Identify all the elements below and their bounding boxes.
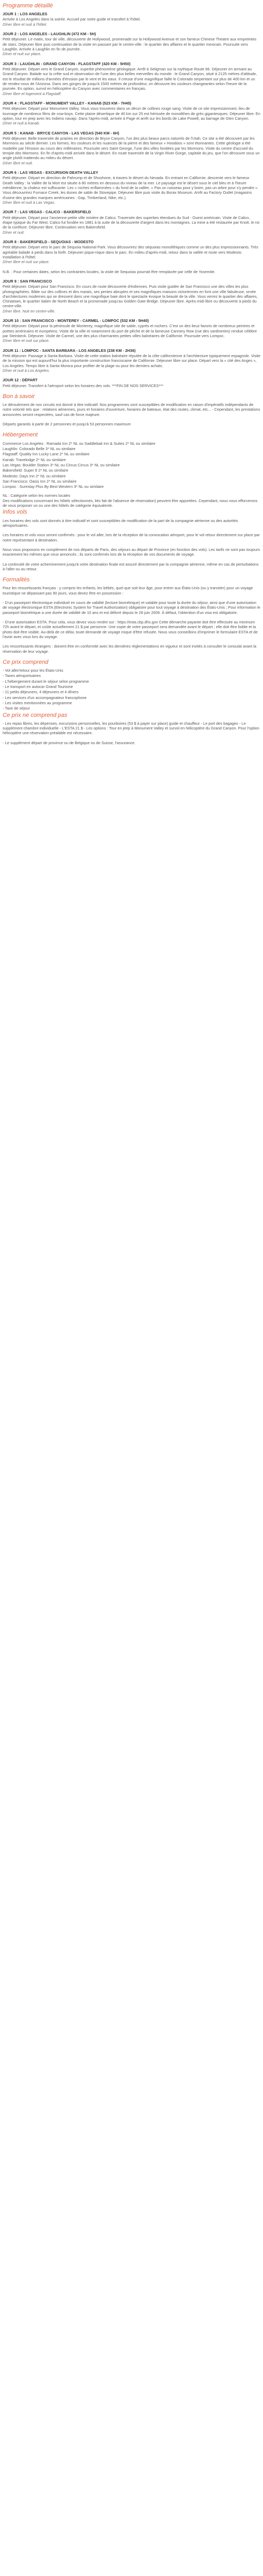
flights-paragraph: La continuité de votre acheminement jusqu'à votre destination finale est assuré directement par la compagnie aérienne, même en cas de perturbations à l'aller ou au retour. (3, 561, 259, 571)
hotel-item: Bakersfield: Super 8 2* NL ou similaire (3, 468, 68, 473)
day-entry (3, 32, 260, 57)
itinerary-page (0, 0, 263, 754)
welcome-heading: Bon à savoir (3, 393, 35, 400)
day-description: Petit déjeuner. Départ pour San Francisco. En cours de route découverte d'éoliennes. Puis visite guidée de San Francisco une des villes les plus photographiées. Bâtie sur des collines et des marais, ses pentes abruptes et ses magnifiques maisons victoriennes en font une ville fabuleuse, ornée d'architectures modernes qui se dressent dans une magnifique baie dont le spectacle évoque la beauté de la ville. Vous verrez le quartier des affaires, Chinatown, le quartier italien de North Beach et la promenade jusqu'au Golden Gate Bridge. Déjeuner libre. Après-midi libre ou découverte à pieds du centre-ville. (3, 284, 258, 309)
day-entry (3, 348, 260, 373)
day-title: JOUR 9 : SAN FRANCISCO (3, 278, 52, 284)
day-description: N.B. : Pour certaines dates, selon les contraintes locales, la visite de Sequoias pourrait être remplacée par celle de Yosemite. (3, 269, 216, 274)
includes-item: - Taxes aéroportuaires (3, 673, 41, 679)
hotels-section (3, 431, 260, 508)
day-entry (3, 210, 260, 235)
day-title: JOUR 2 : LOS ANGELES - LAUGHLIN (472 KM - 5H) (3, 32, 96, 37)
excludes-paragraph: - Les repas libres, les dépenses, excursions personnelles, les pourboires (53 $ à payer sur place) guide et chauffeur - Le port des bagages - Le supplément chambre individuelle - L'ESTA 21 $ - Les options : Tour en jeep à Monument Valley et survol en hélicoptère du Grand Canyon. Pour l'option hélicoptère une réservation préalable est nécessaire. (3, 721, 259, 736)
day-title: JOUR 5 : KANAB - BRYCE CANYON - LAS VEGAS (540 KM - 6H) (3, 130, 119, 135)
program-heading: Programme détaillé (3, 3, 53, 9)
day-description: Arrivée à Los Angeles dans la soirée. Accueil par notre guide et transfert à l'hôtel. (3, 17, 141, 22)
day-description: Petit déjeuner. Transfert à l'aéroport selon les horaires des vols. ***FIN DE NOS SERVICES*** (3, 383, 164, 388)
hotel-item: Kanab: Travelodge 2* NL ou similaire (3, 457, 66, 462)
day-entry (3, 279, 260, 314)
day-title: JOUR 7 : LAS VEGAS - CALICO - BAKERSFIELD (3, 210, 91, 215)
hotel-item: San Francisco: Oasis Inn 2* NL ou similaire (3, 478, 77, 484)
day-entry (3, 101, 260, 126)
day-meal-note: Dîner libre et nuit à l'hôtel. (3, 22, 47, 27)
excludes-paragraph: - Le supplément départ de province ou de Belgique ou de Suisse, l'assurance. (3, 740, 136, 745)
formalities-paragraph: - D'un passeport électronique individuel en cours de validité (lecture biométrique) et valable pour toute la durée du séjour, ainsi que d'une autorisation de voyage électronique ESTA (Electronic System for Travel Authorization) obligatoire pour tout voyage à destination des États-Unis ; Pour information le passeport biométrique a une durée de validité de 10 ans et est délivré depuis le 28 juin 2009. À défaut, l'obtention d'un visa est obligatoire. (3, 600, 260, 615)
day-entry (3, 239, 260, 265)
day-meal-note: Dîner libre et nuit à Las Vegas. (3, 200, 55, 205)
program-section (3, 2, 260, 388)
day-description: Petit déjeuner. Départ pour l'ancienne petite ville minière de Calico. Traversée des superbes étendues du Sud - Ouest américain. Visite de Calico, étape typique du Far West. Calico fut fondée en 1881 à la suite de la découverte d'argent dans les montagnes. La mine a été restaurée par Knott, le roi de la confiture. Déjeuner libre. Continuation vers Bakersfield. (3, 215, 260, 230)
includes-list (3, 668, 260, 711)
hotels-small-print: Des modifications concernant les hôtels sélectionnés, liés fait de l'absence de réservation) peuvent être apportées. Cependant, nous nous efforcerons de vous proposer un ou une des hôtels de catégorie équivalente. (3, 498, 258, 508)
day-description: Petit déjeuner. Départ en direction de Pahrump et de Shoshone, à travers le désert du Nevada. En entrant en Californie, descente vers le fameux Death Valley : la Vallée de la Mort est située à 80 mètres en dessous du niveau de la mer. Le paysage est le désert sous le ciel bleu et à l'heure méridienne, la chaleur est suffocante. Les « roches enflammées » du fond de la vallée. « Pas un ruisseau pour y boire, pas un arbre pour s'y pendre ». Vous découvrirez Furnace Creek, les dunes de sable de Stovepipe. Déjeuner libre puis visite du Borax Museum. Arrêt au Factory Outlet (magasins d'usine des grandes marques américaines : Gap, Timberland, Nike, etc.). (3, 175, 259, 200)
includes-item: - Taxe de séjour (3, 706, 30, 711)
day-title: JOUR 3 : LAUGHLIN - GRAND CANYON - FLAGSTAFF (420 KM - 5H50) (3, 61, 131, 66)
includes-item: - L'hébergement durant le séjour selon programme (3, 679, 89, 684)
day-description: Petit déjeuner. Départ vers le Grand Canyon, superbe phénomène géologique. Arrêt à Seligman sur la mythique Route 66. Déjeuner en arrivant au Grand Canyon. Balade sur la crête sud et observation de l'une des plus belles merveilles du monde : le Grand Canyon, situé à 2125 mètres d'altitude, est le résultat de millions d'années d'érosion par le vent et les eaux. Il creuse d'une magnifique faille le Colorado serpentant sur plus de 400 km et un de rendez-vous de l'Arizona. Dans ses gorges de jusqu'à 1500 mètres de profondeur, on découvre les couleurs changeantes selon l'heure de la journée. En option, survol en hélicoptère du Canyon avec commentaires en français. (3, 67, 257, 91)
formalities-section (3, 576, 260, 654)
day-entry (3, 269, 260, 274)
day-entry (3, 131, 260, 165)
day-list (3, 12, 260, 388)
day-meal-note: Dîner libre et nuit. (3, 160, 33, 165)
day-meal-note: Dîner libre. Nuit en centre-ville. (3, 308, 56, 314)
day-title: JOUR 6 : LAS VEGAS - EXCURSION DEATH VALLEY (3, 170, 98, 175)
formalities-paragraph: Pour les ressortissants français : y compris les enfants, les bébés, quel que soit leur âge, pour entrer aux États-Unis (ou y transiter) pour un voyage touristique ne dépassant pas 90 jours, vous devez être en possession : (3, 586, 253, 596)
formalities-paragraph: Les ressortissants étrangers : doivent être en conformité avec les dernières réglementations en vigueur et sont invités à consulter le consulat avant la réservation de leur voyage. (3, 644, 257, 654)
includes-item: - Le transport en autocar Grand Tourisme (3, 684, 73, 689)
excludes-section (3, 712, 260, 745)
day-meal-note: Dîner libre et nuit sur place. (3, 338, 50, 343)
formalities-paragraph: - D'une autorisation ESTA. Pour cela, vous devez vous rendre sur : https://esta.cbp.dhs.gov Cette démarche payante doit être effectuée au minimum 72h avant le départ, et coûte actuellement 21 $ par personne. Une copie de votre passeport sera demandée avant le départ ; elle doit être lisible et la photo doit être visible. Au-delà de ce délai, toute demande de voyage risque d'être refusée. Nous vous conseillons d'imprimer le formulaire ESTA et de l'avoir avec vous lors du voyage. (3, 619, 258, 639)
formalities-heading: Formalités (3, 577, 30, 583)
day-description: Petit déjeuner. Passage à Santa Barbara. Visite de cette station balnéaire réputée de la côte californienne à l'architecture typiquement espagnole. Visite de la mission qui est aujourd'hui la plus importante construction franciscaine de Californie. Déjeuner libre sur place. Départ vers la « cité des Anges », Los Angeles. Temps libre à Santa Monica pour profiter de la plage ou pour les derniers achats. (3, 353, 260, 368)
welcome-paragraph: Départs garantis à partir de 2 personnes et jusqu'à 53 personnes maximum (3, 422, 131, 427)
day-description: Petit déjeuner. Départ vers le parc de Sequoia National Park. Vous découvrirez des séquoias monolithiques comme un des plus impressionnants. Très agréable balade à pieds dans la forêt. Déjeuner pique-nique dans le parc. En milieu d'après-midi, retour dans la vallée et route vers Modesto. Installation à l'hôtel. (3, 245, 258, 259)
includes-item: - Vol aller/retour pour les États-Unis (3, 668, 64, 673)
includes-item: - Les services d'un accompagnateur francophone (3, 695, 87, 700)
excludes-heading: Ce prix ne comprend pas (3, 712, 67, 718)
day-entry (3, 378, 260, 388)
hotel-item: Modesto: Days Inn 2* NL ou similaire (3, 473, 66, 478)
includes-heading: Ce prix comprend (3, 659, 48, 665)
day-entry (3, 61, 260, 96)
day-description: Petit déjeuner. Départ pour Monument Valley. Vous vous trouverez dans un décor de collines rouge sang. Visite de ce site impressionnant, lieu de tournage de nombreux films de cow-boys. Cette plaine désertique de 40 km sur 25 est hérissée de monolithes de grès gigantesques. Déjeuner libre. En option, tour en jeep avec les Indiens navajo. Dans l'après-midi, arrivée à Page et arrêt sur les bords de Lake Powell, au barrage de Glen Canyon. (3, 106, 260, 121)
hotel-item: Laughlin: Colorado Belle 3* NL ou similaire (3, 446, 76, 451)
flights-paragraph: Nous vous proposons en complément de nos départs de Paris, des séjours au départ de Province (en fonction des vols). Les tarifs ne sont pas toujours exactement les mêmes que ceux annoncés ; ils sont confirmés lors de la réception de vos documents de voyage. (3, 547, 260, 557)
flights-paragraph: Les horaires et vols vous seront confirmés : pour le vol aller, lors de la réception de la convocation aéroport, pour le vol retour directement sur place par notre représentant à destination. (3, 533, 260, 543)
includes-item: - Les visites mentionnées au programme (3, 700, 72, 705)
day-meal-note: Dîner et nuit à Los Angeles. (3, 368, 50, 373)
flights-paragraph: Les horaires des vols sont donnés à titre indicatif et sont susceptibles de modification de la part de la compagnie aérienne ou des autorités aéroportuaires. (3, 518, 238, 528)
welcome-section (3, 393, 260, 426)
day-entry (3, 12, 260, 27)
hotels-note: NL : Catégorie selon les normes locales (3, 493, 70, 498)
hotel-item: Flagstaff: Quality Inn Lucky Lane 2* NL ou similaire (3, 452, 90, 457)
day-title: JOUR 11 : LOMPOC - SANTA BARBARA - LOS ANGELES (238 KM - 2H36) (3, 348, 136, 353)
day-meal-note: Dîner et nuit à Kanab. (3, 121, 40, 126)
day-title: JOUR 8 : BAKERSFIELD - SEQUOIAS - MODESTO (3, 239, 94, 244)
day-description: Petit déjeuner. Le matin, tour de ville, découverte de Hollywood, promenade sur la Hollywood Avenue et son fameux Chinese Theatre aux empreintes de stars. Déjeuner libre puis continuation de la visite en passant par le centre-ville : le quartier des affaires et le quartier mexicain. Poursuite vers Laughlin. Arrivée à Laughlin en fin de journée. (3, 37, 257, 52)
day-entry (3, 318, 260, 343)
day-entry (3, 170, 260, 205)
flights-heading: Infos vols (3, 509, 27, 516)
hotels-heading: Hébergement (3, 432, 38, 439)
day-title: JOUR 12 : DÉPART (3, 378, 38, 383)
day-meal-note: Dîner libre et logement à Flagstaff. (3, 91, 62, 96)
hotel-item: Las Vegas: Boulder Station 3* NL ou Circus Circus 3* NL ou similaire (3, 462, 120, 467)
day-description: Petit déjeuner. Départ pour la péninsule de Monterey, magnifique site de sable, cyprès et rochers. C'est un des lieux favoris de nombreux peintres et poètes américains et européens. Visite de la ville et notamment du port de pêche et de la fameuse Cannery Row (rue des sardineries) rendue célèbre par Steinbeck. Déjeuner. Visite de Carmel, une des plus charmantes petites villes balnéaires de Californie. Poursuite vers Lompoc. (3, 324, 257, 339)
hotel-item: Lompoc : Surestay Plus By Best Western 3* NL ou similaire (3, 484, 104, 489)
day-title: JOUR 4 : FLAGSTAFF - MONUMENT VALLEY - KANAB (523 KM - 7H45) (3, 101, 132, 106)
includes-section (3, 659, 260, 711)
hotel-list (3, 441, 260, 489)
day-title: JOUR 10 : SAN FRANCISCO - MONTEREY - CARMEL - LOMPOC (532 KM - 5H40) (3, 318, 149, 324)
welcome-paragraph: Le déroulement de nos circuits est donné à titre indicatif. Nos programmes sont susceptibles de modification en raison d'impératifs indépendants de notre volonté tels que : relations aériennes, jours et horaires d'ouverture, horaires de bateaux, état des routes, climat, etc... - Cependant, les prestations annoncées seront respectées, sauf cas de force majeure. (3, 402, 260, 417)
day-meal-note: Dîner libre et nuit sur place. (3, 259, 50, 265)
day-meal-note: Dîner et nuit. (3, 230, 25, 235)
includes-item: - 11 petits déjeuners, 4 déjeuners et 4 dîners (3, 690, 79, 695)
day-description: Petit déjeuner. Belle traversée de prairies en direction de Bryce Canyon, l'un des plus beaux parcs naturels de l'Utah. Ce site a été découvert par les Mormons au siècle dernier. Les formes, les couleurs et les nuances de la pierre et des fameux « Hoodoos » sont étonnantes. Cette géologie a été modelée par l'érosion au cours des millénaires. Poursuite vers Saint George, l'une des villes fondées par les Mormons. Visite du centre d'accueil du temple des Mormons. En fin d'après-midi arrivée dans le désert. En route traversée de la Virgin River Gorge, capitale du jeu, que l'on découvre sous un angle plutôt inattendu au milieu du désert. (3, 135, 260, 161)
day-title: JOUR 1 : LOS ANGELES (3, 12, 47, 17)
day-meal-note: Dîner et nuit sur place. (3, 51, 42, 57)
flights-section (3, 508, 260, 571)
hotel-item: Commerce Los Angeles : Ramada Inn 2* NL ou Saddlebak Inn & Suites 2* NL ou similaire (3, 441, 156, 446)
